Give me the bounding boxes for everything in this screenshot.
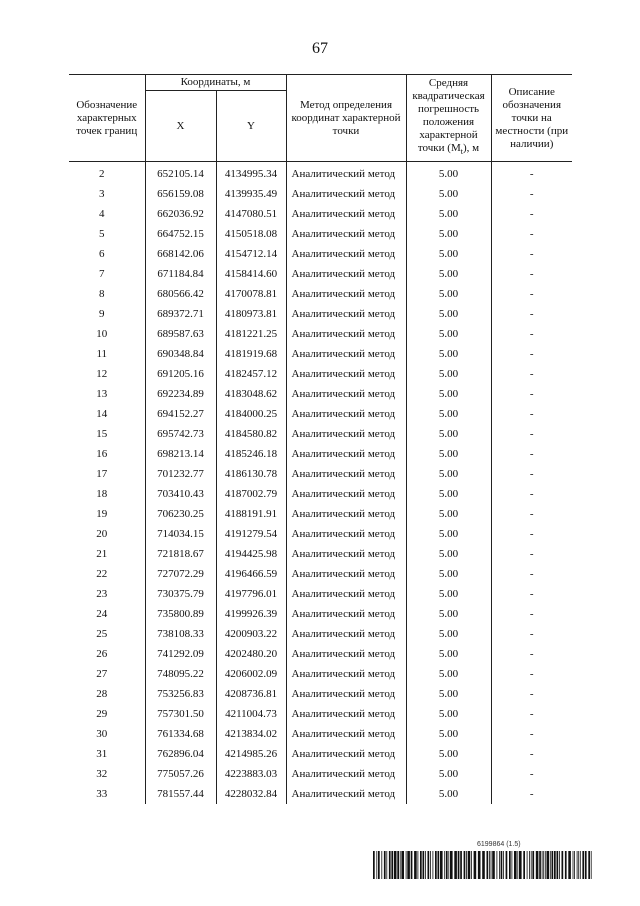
cell-method: Аналитический метод bbox=[286, 644, 406, 664]
cell-y: 4158414.60 bbox=[216, 264, 286, 284]
cell-y: 4154712.14 bbox=[216, 244, 286, 264]
table-row bbox=[69, 384, 572, 404]
cell-point-number: 31 bbox=[96, 748, 108, 760]
cell-method: Аналитический метод bbox=[286, 684, 406, 704]
cell-x: 664752.15 bbox=[145, 224, 216, 244]
header-description: Описание обозначения точки на местности (при наличии) bbox=[491, 75, 572, 162]
cell-description: - bbox=[491, 224, 572, 244]
cell-accuracy: 5.00 bbox=[406, 404, 491, 424]
table-row bbox=[69, 162, 572, 184]
table-row bbox=[69, 304, 572, 324]
cell-description: - bbox=[491, 204, 572, 224]
cell-point-number: 4 bbox=[99, 208, 105, 220]
table-row bbox=[69, 684, 572, 704]
cell-accuracy: 5.00 bbox=[406, 524, 491, 544]
table-row bbox=[69, 184, 572, 204]
table-body bbox=[69, 162, 572, 804]
cell-description: - bbox=[491, 784, 572, 804]
cell-method: Аналитический метод bbox=[286, 204, 406, 224]
cell-description: - bbox=[491, 604, 572, 624]
cell-method: Аналитический метод bbox=[286, 184, 406, 204]
cell-y: 4147080.51 bbox=[216, 204, 286, 224]
cell-description: - bbox=[491, 264, 572, 284]
cell-description: - bbox=[491, 644, 572, 664]
cell-method: Аналитический метод bbox=[286, 284, 406, 304]
table-row bbox=[69, 604, 572, 624]
cell-point-number: 30 bbox=[96, 728, 108, 740]
cell-accuracy: 5.00 bbox=[406, 784, 491, 804]
cell-x: 689372.71 bbox=[145, 304, 216, 324]
cell-x: 748095.22 bbox=[145, 664, 216, 684]
cell-point-number: 21 bbox=[96, 548, 108, 560]
cell-y: 4213834.02 bbox=[216, 724, 286, 744]
cell-method: Аналитический метод bbox=[286, 544, 406, 564]
cell-accuracy: 5.00 bbox=[406, 284, 491, 304]
table-row bbox=[69, 404, 572, 424]
table-row bbox=[69, 784, 572, 804]
cell-description: - bbox=[491, 424, 572, 444]
cell-description: - bbox=[491, 464, 572, 484]
cell-y: 4182457.12 bbox=[216, 364, 286, 384]
table-row bbox=[69, 584, 572, 604]
table-row bbox=[69, 544, 572, 564]
cell-y: 4180973.81 bbox=[216, 304, 286, 324]
cell-accuracy: 5.00 bbox=[406, 584, 491, 604]
header-method: Метод определения координат характерной точки bbox=[286, 75, 406, 162]
table-row bbox=[69, 624, 572, 644]
cell-x: 741292.09 bbox=[145, 644, 216, 664]
cell-description: - bbox=[491, 504, 572, 524]
cell-method: Аналитический метод bbox=[286, 162, 406, 184]
cell-description: - bbox=[491, 484, 572, 504]
cell-y: 4186130.78 bbox=[216, 464, 286, 484]
cell-x: 775057.26 bbox=[145, 764, 216, 784]
cell-method: Аналитический метод bbox=[286, 264, 406, 284]
cell-point-number: 9 bbox=[99, 308, 105, 320]
cell-accuracy: 5.00 bbox=[406, 364, 491, 384]
cell-accuracy: 5.00 bbox=[406, 204, 491, 224]
cell-method: Аналитический метод bbox=[286, 744, 406, 764]
cell-y: 4134995.34 bbox=[216, 162, 286, 184]
cell-y: 4170078.81 bbox=[216, 284, 286, 304]
cell-x: 727072.29 bbox=[145, 564, 216, 584]
cell-x: 698213.14 bbox=[145, 444, 216, 464]
cell-x: 671184.84 bbox=[145, 264, 216, 284]
cell-accuracy: 5.00 bbox=[406, 744, 491, 764]
cell-x: 781557.44 bbox=[145, 784, 216, 804]
table-row bbox=[69, 204, 572, 224]
cell-accuracy: 5.00 bbox=[406, 444, 491, 464]
cell-description: - bbox=[491, 324, 572, 344]
cell-y: 4139935.49 bbox=[216, 184, 286, 204]
cell-accuracy: 5.00 bbox=[406, 724, 491, 744]
cell-x: 662036.92 bbox=[145, 204, 216, 224]
cell-accuracy: 5.00 bbox=[406, 764, 491, 784]
cell-point-number: 20 bbox=[96, 528, 108, 540]
cell-method: Аналитический метод bbox=[286, 524, 406, 544]
cell-x: 721818.67 bbox=[145, 544, 216, 564]
cell-point-number: 18 bbox=[96, 488, 108, 500]
cell-accuracy: 5.00 bbox=[406, 224, 491, 244]
cell-y: 4184000.25 bbox=[216, 404, 286, 424]
cell-x: 689587.63 bbox=[145, 324, 216, 344]
cell-x: 703410.43 bbox=[145, 484, 216, 504]
table-row bbox=[69, 484, 572, 504]
cell-point-number: 23 bbox=[96, 588, 108, 600]
cell-method: Аналитический метод bbox=[286, 504, 406, 524]
cell-accuracy: 5.00 bbox=[406, 264, 491, 284]
barcode-image bbox=[373, 851, 592, 879]
cell-x: 692234.89 bbox=[145, 384, 216, 404]
cell-method: Аналитический метод bbox=[286, 464, 406, 484]
cell-description: - bbox=[491, 524, 572, 544]
table-row bbox=[69, 644, 572, 664]
table-row bbox=[69, 724, 572, 744]
cell-y: 4206002.09 bbox=[216, 664, 286, 684]
cell-description: - bbox=[491, 244, 572, 264]
cell-x: 691205.16 bbox=[145, 364, 216, 384]
cell-y: 4183048.62 bbox=[216, 384, 286, 404]
cell-x: 680566.42 bbox=[145, 284, 216, 304]
cell-accuracy: 5.00 bbox=[406, 424, 491, 444]
cell-description: - bbox=[491, 704, 572, 724]
cell-accuracy: 5.00 bbox=[406, 484, 491, 504]
table-row bbox=[69, 764, 572, 784]
cell-point-number: 16 bbox=[96, 448, 108, 460]
cell-description: - bbox=[491, 444, 572, 464]
cell-point-number: 28 bbox=[96, 688, 108, 700]
cell-description: - bbox=[491, 564, 572, 584]
cell-method: Аналитический метод bbox=[286, 364, 406, 384]
cell-accuracy: 5.00 bbox=[406, 162, 491, 184]
cell-description: - bbox=[491, 162, 572, 184]
cell-point-number: 3 bbox=[99, 188, 105, 200]
cell-point-number: 8 bbox=[99, 288, 105, 300]
cell-x: 652105.14 bbox=[145, 162, 216, 184]
cell-y: 4208736.81 bbox=[216, 684, 286, 704]
cell-y: 4181221.25 bbox=[216, 324, 286, 344]
cell-y: 4228032.84 bbox=[216, 784, 286, 804]
cell-accuracy: 5.00 bbox=[406, 684, 491, 704]
table-row bbox=[69, 664, 572, 684]
cell-y: 4150518.08 bbox=[216, 224, 286, 244]
cell-x: 690348.84 bbox=[145, 344, 216, 364]
cell-accuracy: 5.00 bbox=[406, 644, 491, 664]
cell-method: Аналитический метод bbox=[286, 224, 406, 244]
cell-method: Аналитический метод bbox=[286, 384, 406, 404]
cell-point-number: 25 bbox=[96, 628, 108, 640]
cell-y: 4194425.98 bbox=[216, 544, 286, 564]
table-row bbox=[69, 224, 572, 244]
header-point-designation: Обозначение характерных точек границ bbox=[69, 75, 145, 162]
cell-point-number: 24 bbox=[96, 608, 108, 620]
cell-y: 4181919.68 bbox=[216, 344, 286, 364]
cell-y: 4202480.20 bbox=[216, 644, 286, 664]
cell-description: - bbox=[491, 584, 572, 604]
cell-x: 730375.79 bbox=[145, 584, 216, 604]
cell-y: 4214985.26 bbox=[216, 744, 286, 764]
cell-description: - bbox=[491, 544, 572, 564]
table-row bbox=[69, 344, 572, 364]
cell-method: Аналитический метод bbox=[286, 404, 406, 424]
cell-method: Аналитический метод bbox=[286, 304, 406, 324]
table-row bbox=[69, 464, 572, 484]
cell-x: 762896.04 bbox=[145, 744, 216, 764]
cell-y: 4184580.82 bbox=[216, 424, 286, 444]
cell-x: 668142.06 bbox=[145, 244, 216, 264]
cell-accuracy: 5.00 bbox=[406, 324, 491, 344]
cell-y: 4188191.91 bbox=[216, 504, 286, 524]
cell-x: 695742.73 bbox=[145, 424, 216, 444]
cell-y: 4187002.79 bbox=[216, 484, 286, 504]
cell-x: 761334.68 bbox=[145, 724, 216, 744]
cell-x: 757301.50 bbox=[145, 704, 216, 724]
cell-x: 738108.33 bbox=[145, 624, 216, 644]
table-row bbox=[69, 704, 572, 724]
cell-y: 4211004.73 bbox=[216, 704, 286, 724]
cell-description: - bbox=[491, 724, 572, 744]
cell-y: 4223883.03 bbox=[216, 764, 286, 784]
table-row bbox=[69, 284, 572, 304]
cell-method: Аналитический метод bbox=[286, 324, 406, 344]
cell-description: - bbox=[491, 764, 572, 784]
cell-method: Аналитический метод bbox=[286, 564, 406, 584]
cell-method: Аналитический метод bbox=[286, 424, 406, 444]
cell-method: Аналитический метод bbox=[286, 784, 406, 804]
cell-point-number: 33 bbox=[96, 788, 108, 800]
cell-method: Аналитический метод bbox=[286, 704, 406, 724]
table-row bbox=[69, 324, 572, 344]
cell-point-number: 6 bbox=[99, 248, 105, 260]
cell-accuracy: 5.00 bbox=[406, 344, 491, 364]
cell-description: - bbox=[491, 364, 572, 384]
cell-description: - bbox=[491, 664, 572, 684]
cell-point-number: 27 bbox=[96, 668, 108, 680]
cell-point-number: 7 bbox=[99, 268, 105, 280]
cell-point-number: 11 bbox=[96, 348, 108, 360]
cell-accuracy: 5.00 bbox=[406, 304, 491, 324]
cell-point-number: 19 bbox=[96, 508, 108, 520]
cell-accuracy: 5.00 bbox=[406, 244, 491, 264]
cell-point-number: 15 bbox=[96, 428, 108, 440]
cell-accuracy: 5.00 bbox=[406, 664, 491, 684]
cell-point-number: 29 bbox=[96, 708, 108, 720]
cell-accuracy: 5.00 bbox=[406, 704, 491, 724]
table-row bbox=[69, 264, 572, 284]
cell-y: 4197796.01 bbox=[216, 584, 286, 604]
cell-point-number: 13 bbox=[96, 388, 108, 400]
header-coordinates: Координаты, м bbox=[145, 75, 286, 91]
cell-method: Аналитический метод bbox=[286, 724, 406, 744]
cell-point-number: 32 bbox=[96, 768, 108, 780]
cell-description: - bbox=[491, 404, 572, 424]
cell-accuracy: 5.00 bbox=[406, 564, 491, 584]
cell-accuracy: 5.00 bbox=[406, 384, 491, 404]
cell-y: 4191279.54 bbox=[216, 524, 286, 544]
cell-x: 753256.83 bbox=[145, 684, 216, 704]
table-row bbox=[69, 424, 572, 444]
table-row bbox=[69, 744, 572, 764]
cell-accuracy: 5.00 bbox=[406, 624, 491, 644]
cell-accuracy: 5.00 bbox=[406, 544, 491, 564]
table-row bbox=[69, 444, 572, 464]
cell-point-number: 14 bbox=[96, 408, 108, 420]
cell-method: Аналитический метод bbox=[286, 344, 406, 364]
cell-point-number: 10 bbox=[96, 328, 108, 340]
header-y: Y bbox=[216, 91, 286, 162]
cell-description: - bbox=[491, 344, 572, 364]
header-accuracy: Средняя квадратическая погрешность положения характерной точки $(M_t)$, м bbox=[406, 75, 491, 162]
cell-x: 701232.77 bbox=[145, 464, 216, 484]
cell-method: Аналитический метод bbox=[286, 604, 406, 624]
cell-point-number: 17 bbox=[96, 468, 108, 480]
cell-y: 4199926.39 bbox=[216, 604, 286, 624]
table-row bbox=[69, 524, 572, 544]
cell-y: 4196466.59 bbox=[216, 564, 286, 584]
boundary-points-table bbox=[69, 74, 572, 804]
cell-method: Аналитический метод bbox=[286, 764, 406, 784]
cell-accuracy: 5.00 bbox=[406, 184, 491, 204]
cell-accuracy: 5.00 bbox=[406, 504, 491, 524]
header-x: X bbox=[145, 91, 216, 162]
page-number: 67 bbox=[312, 40, 328, 57]
cell-method: Аналитический метод bbox=[286, 444, 406, 464]
cell-description: - bbox=[491, 684, 572, 704]
cell-point-number: 22 bbox=[96, 568, 108, 580]
cell-description: - bbox=[491, 744, 572, 764]
cell-method: Аналитический метод bbox=[286, 584, 406, 604]
cell-accuracy: 5.00 bbox=[406, 464, 491, 484]
cell-y: 4185246.18 bbox=[216, 444, 286, 464]
cell-description: - bbox=[491, 184, 572, 204]
cell-accuracy: 5.00 bbox=[406, 604, 491, 624]
cell-x: 694152.27 bbox=[145, 404, 216, 424]
table-row bbox=[69, 364, 572, 384]
cell-description: - bbox=[491, 384, 572, 404]
cell-description: - bbox=[491, 624, 572, 644]
cell-x: 706230.25 bbox=[145, 504, 216, 524]
cell-method: Аналитический метод bbox=[286, 484, 406, 504]
cell-point-number: 5 bbox=[99, 228, 105, 240]
table-row bbox=[69, 244, 572, 264]
cell-method: Аналитический метод bbox=[286, 244, 406, 264]
barcode-label: 6199864 (1.5) bbox=[477, 841, 521, 848]
cell-method: Аналитический метод bbox=[286, 624, 406, 644]
cell-method: Аналитический метод bbox=[286, 664, 406, 684]
cell-y: 4200903.22 bbox=[216, 624, 286, 644]
table-row bbox=[69, 504, 572, 524]
cell-point-number: 12 bbox=[96, 368, 108, 380]
cell-description: - bbox=[491, 284, 572, 304]
cell-x: 735800.89 bbox=[145, 604, 216, 624]
table-row bbox=[69, 564, 572, 584]
cell-point-number: 2 bbox=[99, 168, 105, 180]
cell-x: 714034.15 bbox=[145, 524, 216, 544]
cell-description: - bbox=[491, 304, 572, 324]
cell-x: 656159.08 bbox=[145, 184, 216, 204]
cell-point-number: 26 bbox=[96, 648, 108, 660]
